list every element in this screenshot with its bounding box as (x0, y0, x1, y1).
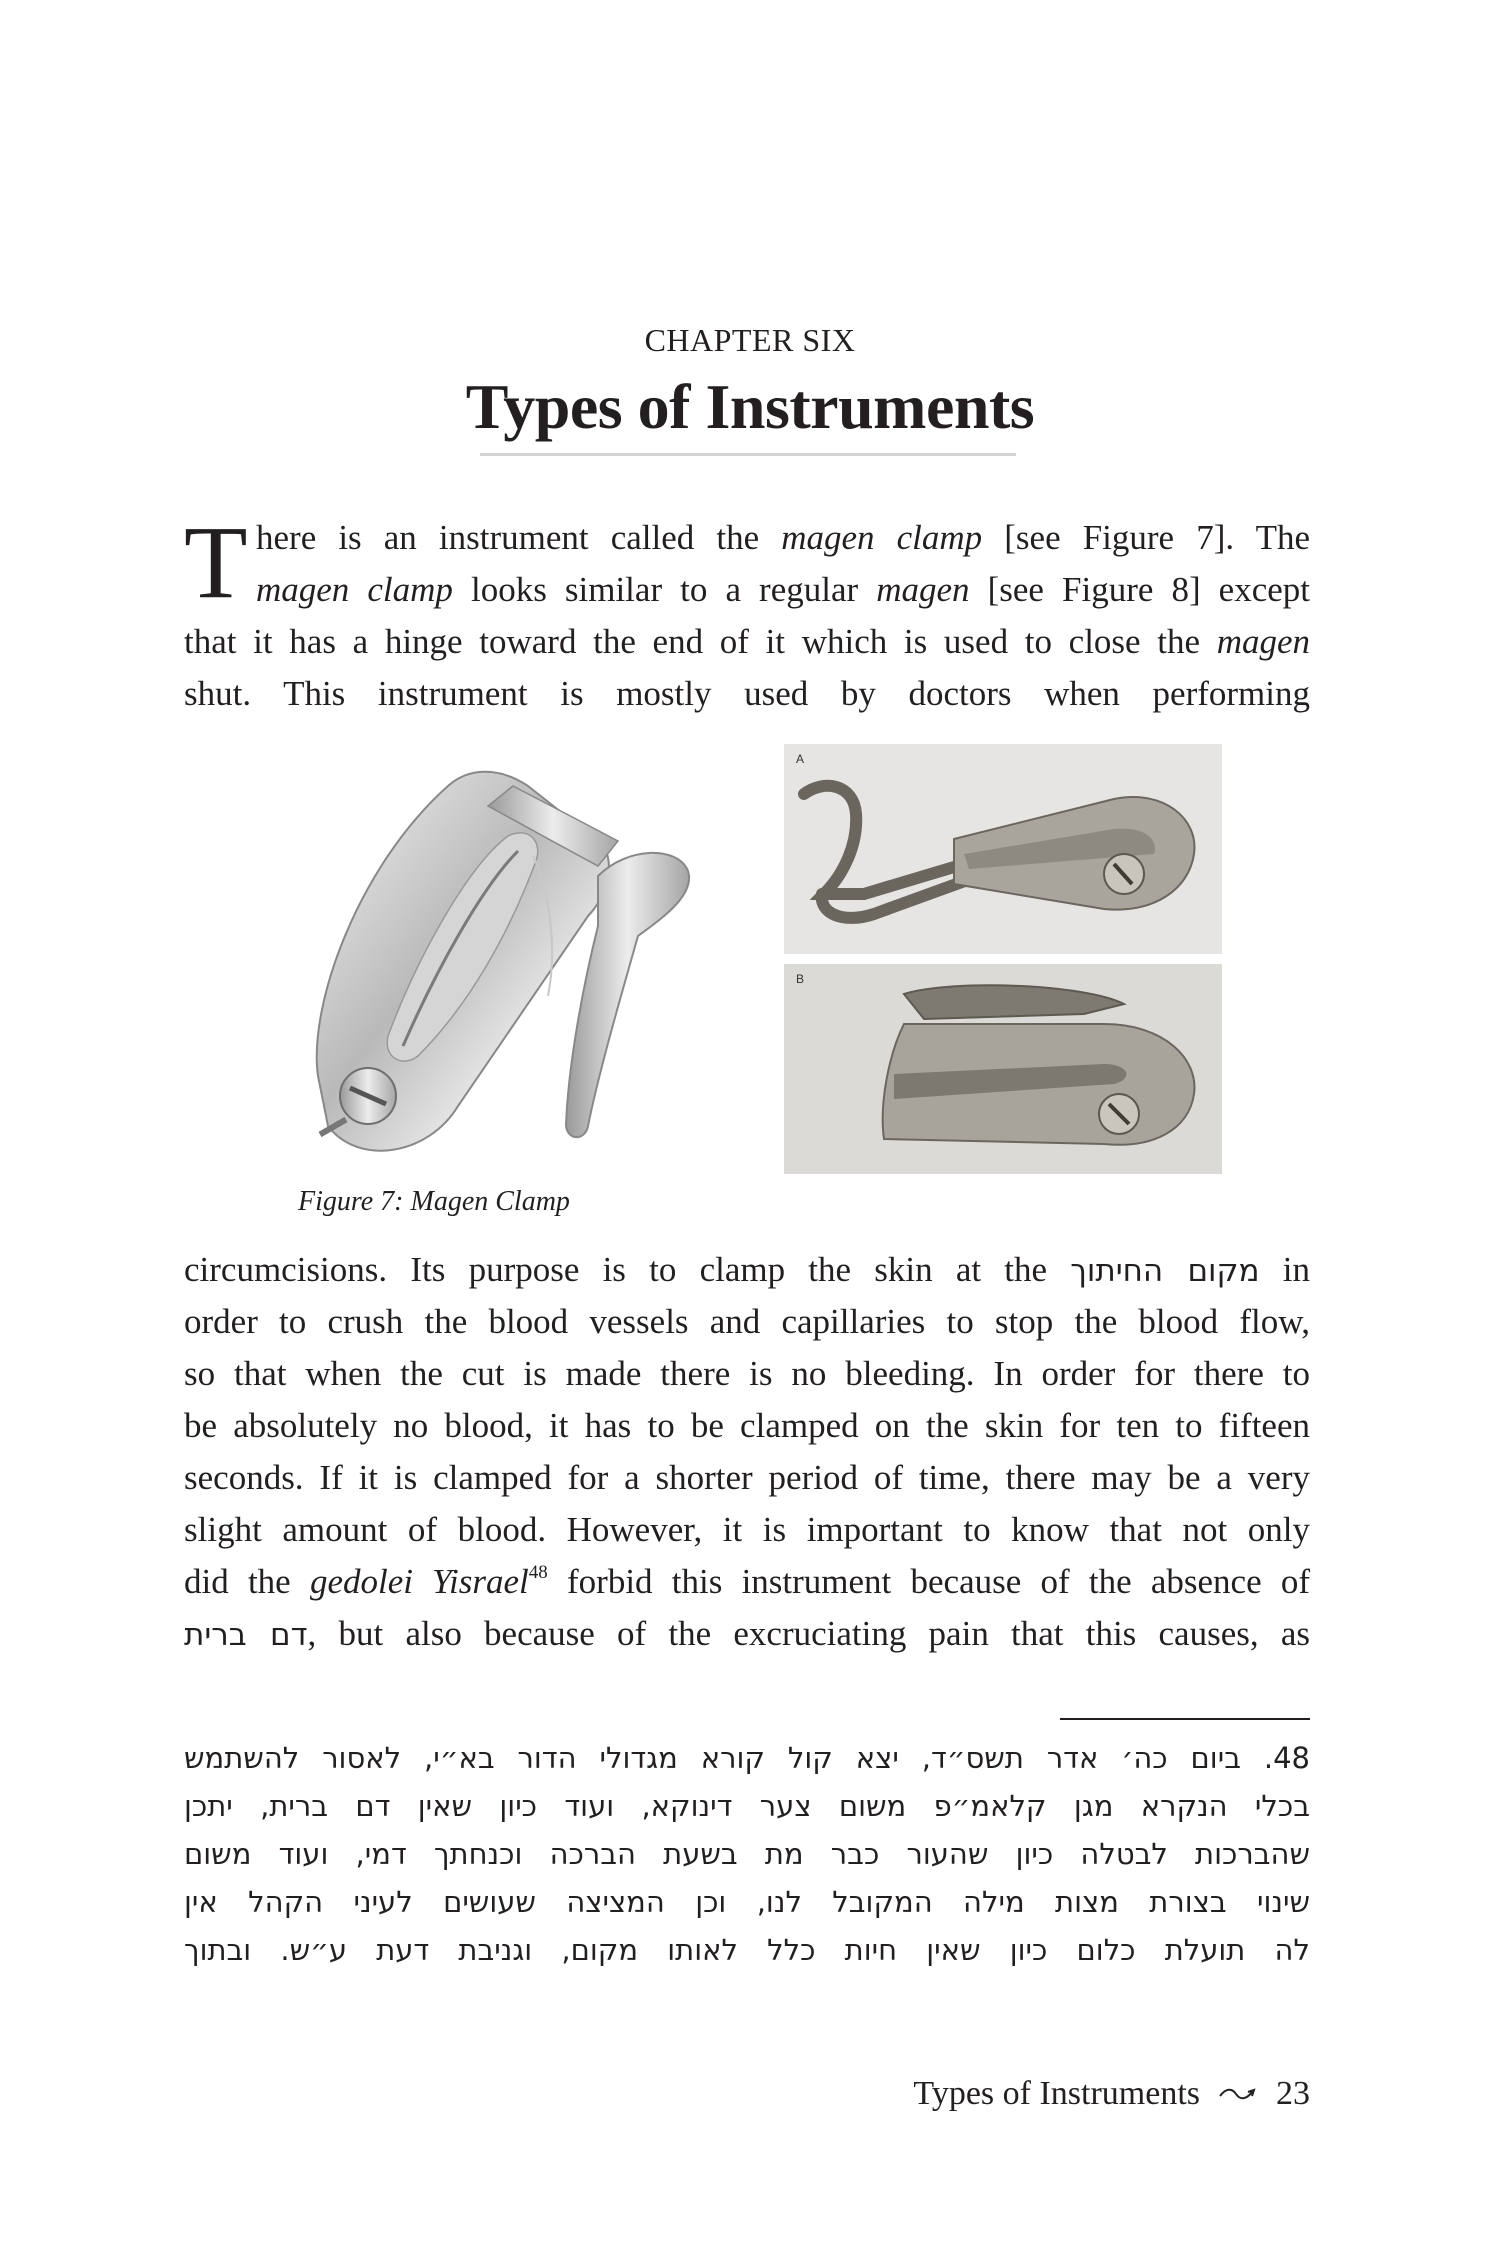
paragraph-1 (184, 505, 1310, 720)
paragraph-1-line-2: magen clamp looks similar to a regular magen [see Figure 8] except (256, 570, 1310, 609)
footnote-line-1: 48. ביום כה׳ אדר תשס״ד, יצא קול קורא מגדולי הדור בא״י, לאסור להשתמש (184, 1741, 1310, 1775)
footnote-line-2: בכלי הנקרא מגן קלאמ״פ משום צער דינוקא, ועוד כיון שאין דם ברית, יתכן (184, 1789, 1310, 1823)
paragraph-2-line-4: be absolutely no blood, it has to be clamped on the skin for ten to fifteen (184, 1406, 1310, 1445)
hebrew-term-makom-hachituch: מקום החיתוך (1070, 1253, 1260, 1289)
footnote-line-3: שהברכות לבטלה כיון שהעור כבר מת בשעת הברכה וכנחתך דמי, ועוד משום (184, 1837, 1310, 1871)
page-footer (913, 2075, 1310, 2113)
panel-label-b: B (796, 972, 805, 986)
title-underline (480, 453, 1016, 456)
paragraph-2-line-1: circumcisions. Its purpose is to clamp the skin at the מקום החיתוך in (184, 1250, 1310, 1289)
chapter-title: Types of Instruments (465, 371, 1035, 442)
footnote-rule (1060, 1718, 1310, 1720)
chapter-label: CHAPTER SIX (644, 322, 856, 358)
running-title: Types of Instruments (913, 2075, 1200, 2112)
magen-clamp-photo-open (784, 744, 1222, 954)
paragraph-2-line-3: so that when the cut is made there is no bleeding. In order for there to (184, 1354, 1310, 1393)
page-number: 23 (1276, 2075, 1310, 2112)
paragraph-1-line-3: that it has a hinge toward the end of it which is used to close the magen (184, 622, 1310, 661)
footnote-line-5: לה תועלת כלום כיון שאין חיות כלל לאותו מקום, וגניבת דעת ע״ש. ובתוך (184, 1933, 1310, 1967)
paragraph-2-line-8: דם ברית, but also because of the excruciating pain that this causes, as (184, 1614, 1310, 1653)
paragraph-2-line-6: slight amount of blood. However, it is important to know that not only (184, 1510, 1310, 1549)
paragraph-2-line-7: did the gedolei Yisrael$^{48}$ forbid this instrument because of the absence of (184, 1562, 1310, 1601)
footnote-ref-48[interactable]: 48 (528, 1562, 548, 1583)
paragraph-2-line-5: seconds. If it is clamped for a shorter period of time, there may be a very (184, 1458, 1310, 1497)
magen-clamp-photo (298, 746, 760, 1186)
panel-label-a: A (796, 752, 805, 766)
footnote-line-4: שינוי בצורת מצות מילה המקובל לנו, וכן המציצה שעושים לעיני הקהל אין (184, 1885, 1310, 1919)
paragraph-2-line-2: order to crush the blood vessels and capillaries to stop the blood flow, (184, 1302, 1310, 1341)
magen-clamp-photo-closed (784, 964, 1222, 1174)
paragraph-1-line-4: shut. This instrument is mostly used by doctors when performing (184, 674, 1310, 713)
paragraph-2 (184, 1244, 1310, 1660)
drop-cap: T (184, 505, 248, 620)
flourish-ornament-icon (1218, 2086, 1258, 2102)
hebrew-term-dam-bris: דם ברית (184, 1617, 308, 1653)
figure-caption: Figure 7: Magen Clamp (298, 1186, 570, 1217)
footnote-48 (184, 1734, 1310, 1974)
paragraph-1-line-1: here is an instrument called the magen clamp [see Figure 7]. The (256, 518, 1310, 557)
